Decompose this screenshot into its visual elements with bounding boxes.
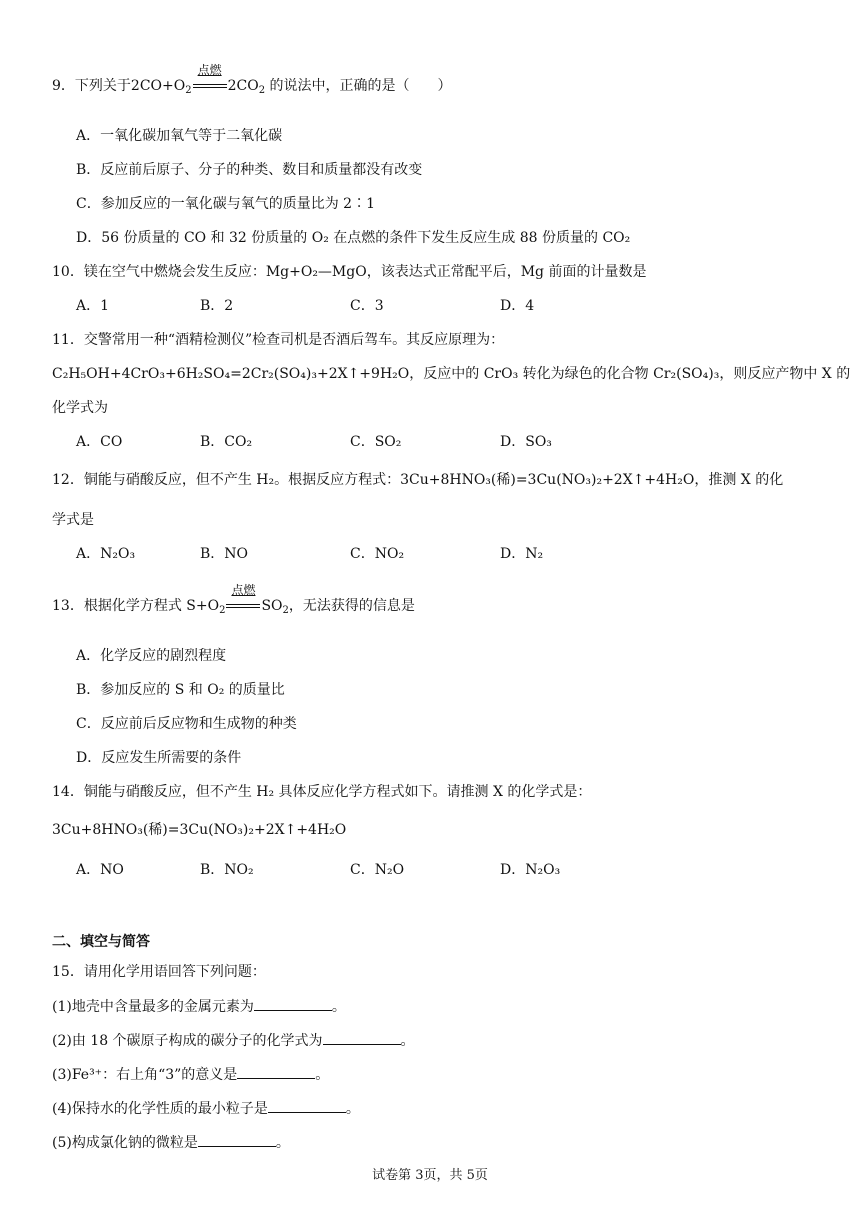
q10-options: [76, 296, 624, 316]
q14-option-d: D．N₂O₃: [500, 862, 561, 878]
answer-blank[interactable]: [198, 1132, 276, 1147]
q12-option-c: C．NO₂: [350, 546, 405, 562]
q9-eq-left: 2CO+O: [130, 78, 186, 94]
q10-option-c: C．3: [350, 298, 384, 314]
q9-eq-right: 2CO: [227, 78, 259, 94]
question-12-stem-2: 学式是: [52, 512, 94, 528]
answer-blank[interactable]: [254, 996, 332, 1011]
question-12-stem-1: 12．铜能与硝酸反应，但不产生 H₂。根据反应方程式：3Cu+8HNO₃(稀)=3Cu(NO₃)₂+2X↑+4H₂O，推测 X 的化: [52, 472, 784, 488]
q14-option-b: B．NO₂: [200, 862, 254, 878]
q9-tail: 的说法中，正确的是（ ）: [265, 78, 452, 94]
question-11-stem-3: 化学式为: [52, 400, 108, 416]
q15-item-3: (3)Fe³⁺：右上角“3”的意义是 。: [52, 1064, 329, 1085]
q12-option-b: B．NO: [200, 546, 249, 562]
q11-option-c: C．SO₂: [350, 434, 402, 450]
reaction-condition: 点燃: [226, 596, 260, 616]
q13-option-c: C．反应前后反应物和生成物的种类: [76, 716, 297, 732]
q9-option-c: C．参加反应的一氧化碳与氧气的质量比为 2∶1: [76, 196, 375, 212]
question-10-stem: 10．镁在空气中燃烧会发生反应：Mg+O₂—MgO，该表达式正常配平后，Mg 前面的计量数是: [52, 264, 647, 280]
question-11-stem-1: 11．交警常用一种“酒精检测仪”检查司机是否酒后驾车。其反应原理为：: [52, 332, 505, 348]
q13-option-a: A．化学反应的剧烈程度: [76, 648, 227, 664]
q13-option-b: B．参加反应的 S 和 O₂ 的质量比: [76, 682, 285, 698]
q13-tail: ，无法获得的信息是: [288, 598, 415, 614]
q10-option-b: B．2: [200, 298, 234, 314]
answer-blank[interactable]: [268, 1098, 346, 1113]
q10-option-d: D．4: [500, 298, 535, 314]
question-14-stem: 14．铜能与硝酸反应，但不产生 H₂ 具体反应化学方程式如下。请推测 X 的化学式是：: [52, 784, 592, 800]
q15-item-4: (4)保持水的化学性质的最小粒子是 。: [52, 1098, 360, 1119]
q13-option-d: D．反应发生所需要的条件: [76, 750, 242, 766]
q14-option-a: A．NO: [76, 862, 124, 878]
q9-option-a: A．一氧化碳加氧气等于二氧化碳: [76, 128, 283, 144]
q9-option-d: D．56 份质量的 CO 和 32 份质量的 O₂ 在点燃的条件下发生反应生成 88 份质量的 CO₂: [76, 230, 631, 246]
section-heading: 二、填空与简答: [52, 934, 150, 950]
q11-option-b: B．CO₂: [200, 434, 253, 450]
q15-item-5: (5)构成氯化钠的微粒是 。: [52, 1132, 290, 1153]
page-footer: 试卷第 3页，共 5页: [372, 1168, 488, 1183]
question-11-stem-2: C₂H₅OH+4CrO₃+6H₂SO₄=2Cr₂(SO₄)₃+2X↑+9H₂O，反应中的 CrO₃ 转化为绿色的化合物 Cr₂(SO₄)₃，则反应产物中 X 的: [52, 366, 851, 382]
q12-option-a: A．N₂O₃: [76, 546, 136, 562]
q13-eq-right: SO: [261, 598, 283, 614]
q11-option-d: D．SO₃: [500, 434, 552, 450]
q12-options: [76, 544, 624, 564]
question-15-stem: 15．请用化学用语回答下列问题：: [52, 964, 266, 980]
q14-option-c: C．N₂O: [350, 862, 405, 878]
q12-option-d: D．N₂: [500, 546, 544, 562]
answer-blank[interactable]: [237, 1064, 315, 1079]
q14-options: [76, 860, 624, 880]
q15-item-2: (2)由 18 个碳原子构成的碳分子的化学式为 。: [52, 1030, 415, 1051]
q15-item-1: (1)地壳中含量最多的金属元素为 。: [52, 996, 346, 1017]
reaction-condition: 点燃: [193, 76, 227, 96]
q9-option-b: B．反应前后原子、分子的种类、数目和质量都没有改变: [76, 162, 423, 178]
q9-number: 9．下列关于: [52, 78, 131, 94]
q11-options: [76, 432, 624, 452]
question-13-stem: 13．根据化学方程式 $S+O_2$ 点燃 $SO_2$，无法获得的信息是: [52, 583, 415, 616]
q14-equation: 3Cu+8HNO₃(稀)=3Cu(NO₃)₂+2X↑+4H₂O: [52, 822, 347, 838]
answer-blank[interactable]: [323, 1030, 401, 1045]
q10-option-a: A．1: [76, 298, 110, 314]
question-9-stem: 9．下列关于$2CO+O_2$ 点燃 $2CO_2$ 的说法中，正确的是（ ）: [52, 63, 452, 96]
q11-option-a: A．CO: [76, 434, 123, 450]
q13-number: 13．根据化学方程式 S+O: [52, 598, 220, 614]
